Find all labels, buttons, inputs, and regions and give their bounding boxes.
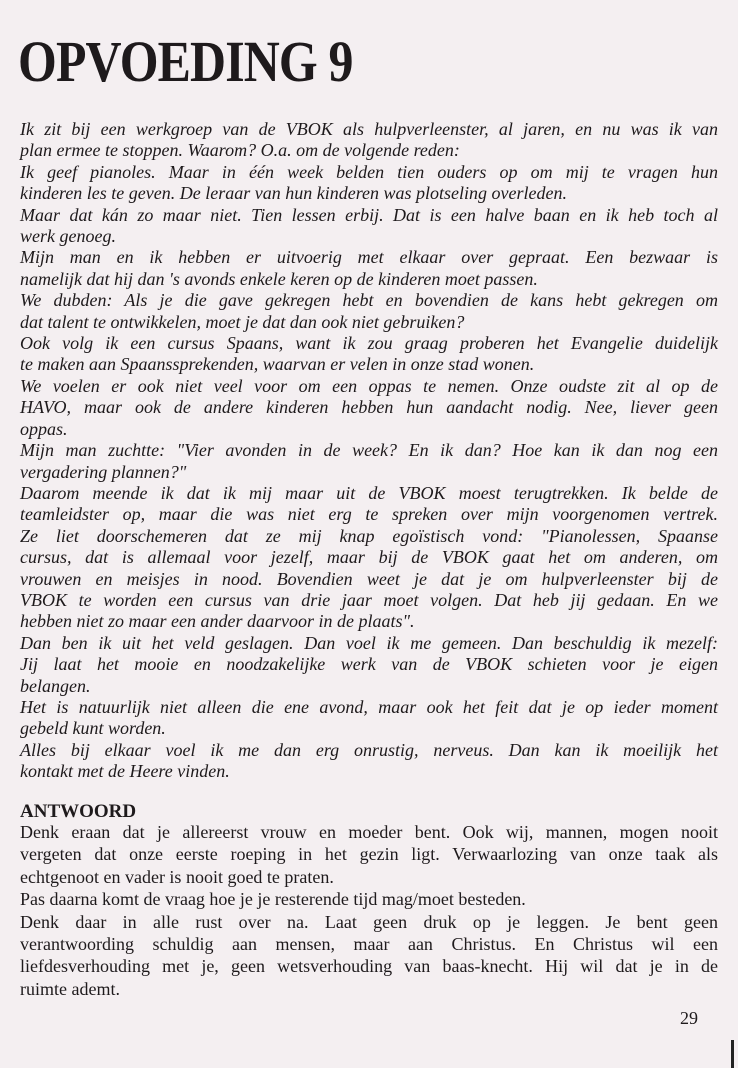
scan-edge-mark: [731, 1040, 734, 1068]
text-line: HAVO, maar ook de andere kinderen hebben hun aandacht nodig. Nee, liever geen: [20, 397, 718, 418]
text-line: vergeten dat onze eerste roeping in het gezin ligt. Verwaarlozing van onze taak als: [20, 844, 718, 865]
paragraph: [20, 290, 718, 333]
text-line: vergadering plannen?": [20, 461, 187, 482]
text-line: Ik geef pianoles. Maar in één week belden tien ouders op om mij te vragen hun: [20, 161, 718, 182]
paragraph: [20, 162, 718, 205]
text-line: Maar dat kán zo maar niet. Tien lessen erbij. Dat is een halve baan en ik heb toch al: [20, 204, 718, 225]
text-line: teamleidster op, maar die was niet erg te spreken over mijn voorgenomen vertrek.: [20, 504, 718, 525]
text-line: dat talent te ontwikkelen, moet je dat dan ook niet gebruiken?: [20, 311, 465, 332]
text-line: Ik zit bij een werkgroep van de VBOK als hulpverleenster, al jaren, en nu was ik van: [20, 119, 718, 139]
text-line: oppas.: [20, 418, 68, 439]
text-line: echtgenoot en vader is nooit goed te praten.: [20, 866, 334, 887]
text-line: Dan ben ik uit het veld geslagen. Dan voel ik me gemeen. Dan beschuldig ik mezelf:: [20, 632, 718, 653]
text-line: te maken aan Spaanssprekenden, waarvan er velen in onze stad wonen.: [20, 354, 535, 375]
paragraph: [20, 205, 718, 248]
text-line: Denk eraan dat je allereerst vrouw en moeder bent. Ook wij, mannen, mogen nooit: [20, 822, 718, 842]
text-line: gebeld kunt worden.: [20, 718, 166, 739]
text-line: kontakt met de Heere vinden.: [20, 761, 230, 782]
paragraph: [20, 483, 718, 633]
paragraph: [20, 440, 718, 483]
text-line: hebben niet zo maar een ander daarvoor in de plaats".: [20, 611, 415, 632]
paragraph: [20, 633, 718, 697]
text-line: Daarom meende ik dat ik mij maar uit de VBOK moest terugtrekken. Ik belde de: [20, 482, 718, 503]
text-line: Het is natuurlijk niet alleen die ene avond, maar ook het feit dat je op ieder moment: [20, 696, 718, 717]
paragraph: [20, 740, 718, 783]
text-line: Pas daarna komt de vraag hoe je je resterende tijd mag/moet besteden.: [20, 889, 526, 910]
paragraph: [20, 333, 718, 376]
paragraph: [20, 119, 718, 162]
text-line: Jij laat het mooie en noodzakelijke werk van de VBOK schieten voor je eigen: [20, 654, 718, 675]
text-line: cursus, dat is allemaal voor jezelf, maar bij de VBOK gaat het om anderen, om: [20, 547, 718, 568]
text-line: Mijn man en ik hebben er uitvoerig met elkaar over gepraat. Een bezwaar is: [20, 247, 718, 268]
text-line: Denk daar in alle rust over na. Laat geen druk op je leggen. Je bent geen: [20, 911, 718, 932]
page-title: OPVOEDING 9: [18, 29, 353, 94]
text-line: Alles bij elkaar voel ik me dan erg onrustig, nerveus. Dan kan ik moeilijk het: [20, 739, 718, 760]
text-line: ruimte ademt.: [20, 978, 120, 999]
text-line: Ze liet doorschemeren dat ze mij knap egoïstisch vond: "Pianolessen, Spaanse: [20, 525, 718, 546]
paragraph: [20, 911, 718, 1001]
text-line: verantwoording schuldig aan mensen, maar aan Christus. En Christus wil een: [20, 934, 718, 955]
text-line: Ook volg ik een cursus Spaans, want ik zou graag proberen het Evangelie duidelijk: [20, 333, 718, 354]
text-line: kinderen les te geven. De leraar van hun kinderen was plotseling overleden.: [20, 183, 568, 204]
paragraph: [20, 247, 718, 290]
text-line: vrouwen en meisjes in nood. Bovendien weet je dat je om hulpverleenster bij de: [20, 568, 718, 589]
paragraph: [20, 888, 718, 910]
text-line: Mijn man zuchtte: "Vier avonden in de week? En ik dan? Hoe kan ik dan nog een: [20, 440, 718, 461]
text-line: VBOK te worden een cursus van drie jaar moet volgen. Dat heb jij gedaan. En we: [20, 589, 718, 610]
paragraph: [20, 697, 718, 740]
text-line: liefdesverhouding met je, geen wetsverhouding van baas-knecht. Hij wil dat je in de: [20, 956, 718, 977]
answer-heading: ANTWOORD: [20, 801, 137, 822]
text-line: werk genoeg.: [20, 226, 116, 247]
text-line: We voelen er ook niet veel voor om een oppas te nemen. Onze oudste zit al op de: [20, 375, 718, 396]
text-line: We dubden: Als je die gave gekregen hebt en bovendien de kans hebt gekregen om: [20, 290, 718, 311]
question-text: [20, 119, 718, 783]
text-line: namelijk dat hij dan 's avonds enkele keren op de kinderen moet passen.: [20, 268, 538, 289]
text-line: plan ermee te stoppen. Waarom? O.a. om de volgende reden:: [20, 140, 460, 161]
paragraph: [20, 376, 718, 440]
paragraph: [20, 821, 718, 888]
text-line: belangen.: [20, 675, 91, 696]
page-number: 29: [680, 1008, 698, 1028]
answer-text: [20, 821, 718, 1000]
